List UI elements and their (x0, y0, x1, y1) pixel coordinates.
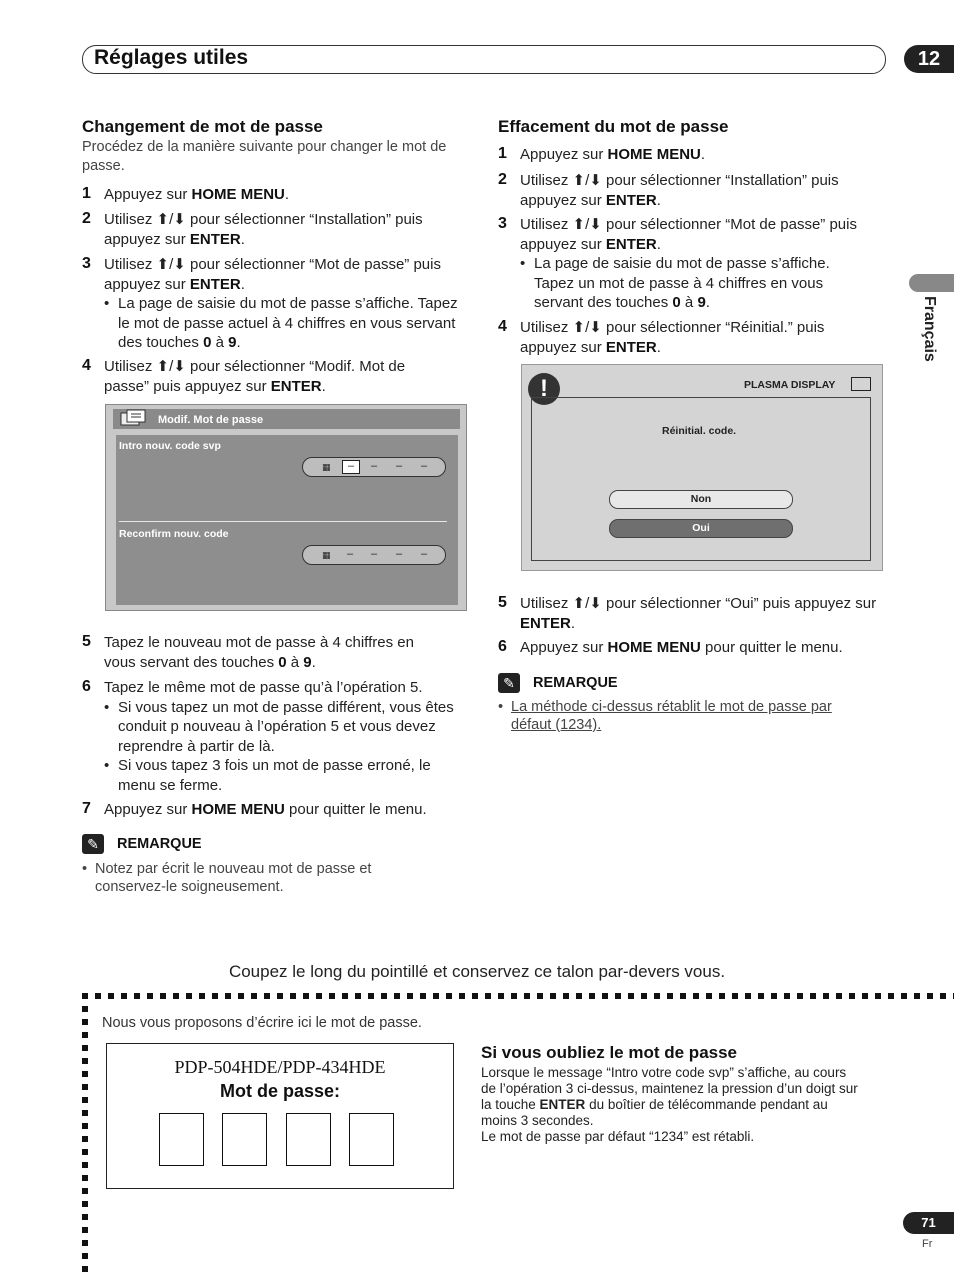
warning-icon: ! (528, 373, 560, 405)
new-code-input[interactable] (302, 457, 446, 477)
option-non-button[interactable]: Non (609, 490, 793, 509)
settings-menu-icon (119, 408, 147, 428)
page-language: Fr (922, 1238, 933, 1250)
digit-slot: – (342, 460, 360, 474)
digit-slot: – (370, 548, 378, 560)
right-note-text: • La méthode ci-dessus rétablit le mot de passe par défaut (1234). (498, 698, 863, 734)
note-icon: ✎ (498, 673, 520, 693)
digit-slot: – (395, 548, 403, 560)
left-section-title: Changement de mot de passe (82, 117, 323, 136)
page-title: Réglages utiles (94, 46, 249, 69)
write-password-hint: Nous vous proposons d’écrire ici le mot de passe. (102, 1015, 422, 1031)
digit-slot: – (370, 460, 378, 472)
right-note-title: REMARQUE (533, 675, 618, 691)
forgot-password-title: Si vous oubliez le mot de passe (481, 1043, 738, 1062)
confirm-code-input[interactable] (302, 545, 446, 565)
language-tab (904, 296, 950, 376)
screen-header-title: Modif. Mot de passe (158, 414, 264, 426)
left-note-title: REMARQUE (117, 836, 202, 852)
right-section-title: Effacement du mot de passe (498, 117, 729, 136)
cut-line-horizontal (82, 993, 954, 999)
password-digit-box (286, 1113, 331, 1166)
left-intro: Procédez de la manière suivante pour changer le mot de passe. (82, 139, 447, 174)
password-digit-box (349, 1113, 394, 1166)
digit-slot: – (420, 460, 428, 472)
screen-header (113, 409, 460, 429)
screen-body (116, 435, 458, 605)
left-note-text: • Notez par écrit le nouveau mot de passe et conservez-le soigneusement. (82, 860, 422, 896)
tv-icon (851, 377, 871, 391)
digit-slot: – (395, 460, 403, 472)
password-digit-box (159, 1113, 204, 1166)
up-down-arrows-icon: ⬆/⬇ (156, 256, 186, 273)
confirm-code-label: Reconfirm nouv. code (119, 528, 229, 540)
password-card (106, 1043, 454, 1189)
up-down-arrows-icon: ⬆/⬇ (572, 319, 602, 336)
password-label: Mot de passe: (219, 1081, 341, 1101)
forgot-password-text: Lorsque le message “Intro votre code svp” s’affiche, au cours de l’opération 3 ci-dessus, maintenez la pression d’un doigt sur la touche ENTER du boîtier de télécommande pendant au moins 3 secondes. Le mot de passe par défaut “1234” est rétabli. (481, 1065, 858, 1144)
language-label: Français (921, 296, 938, 362)
up-down-arrows-icon: ⬆/⬇ (572, 172, 602, 189)
option-oui-button[interactable]: Oui (609, 519, 793, 538)
up-down-arrows-icon: ⬆/⬇ (156, 211, 186, 228)
chapter-badge: 12 (904, 45, 954, 73)
digit-slot: – (346, 548, 354, 560)
reset-code-title: Réinitial. code. (662, 425, 737, 437)
password-change-screen (105, 404, 467, 611)
up-down-arrows-icon: ⬆/⬇ (572, 216, 602, 233)
keypad-icon: ▦ (322, 462, 331, 472)
new-code-label: Intro nouv. code svp (119, 440, 221, 452)
reset-code-screen (521, 364, 883, 571)
cut-caption: Coupez le long du pointillé et conservez ce talon par-devers vous. (228, 962, 726, 981)
note-icon: ✎ (82, 834, 104, 854)
up-down-arrows-icon: ⬆/⬇ (156, 358, 186, 375)
digit-slot: – (420, 548, 428, 560)
password-digit-box (222, 1113, 267, 1166)
page-number: 71 (903, 1212, 954, 1234)
display-brand-label: PLASMA DISPLAY (744, 379, 836, 391)
up-down-arrows-icon: ⬆/⬇ (572, 595, 602, 612)
model-name: PDP-504HDE/PDP-434HDE (174, 1057, 386, 1077)
keypad-icon: ▦ (322, 550, 331, 560)
divider (119, 521, 447, 522)
cut-line-vertical (82, 993, 88, 1274)
side-tab (909, 274, 954, 292)
